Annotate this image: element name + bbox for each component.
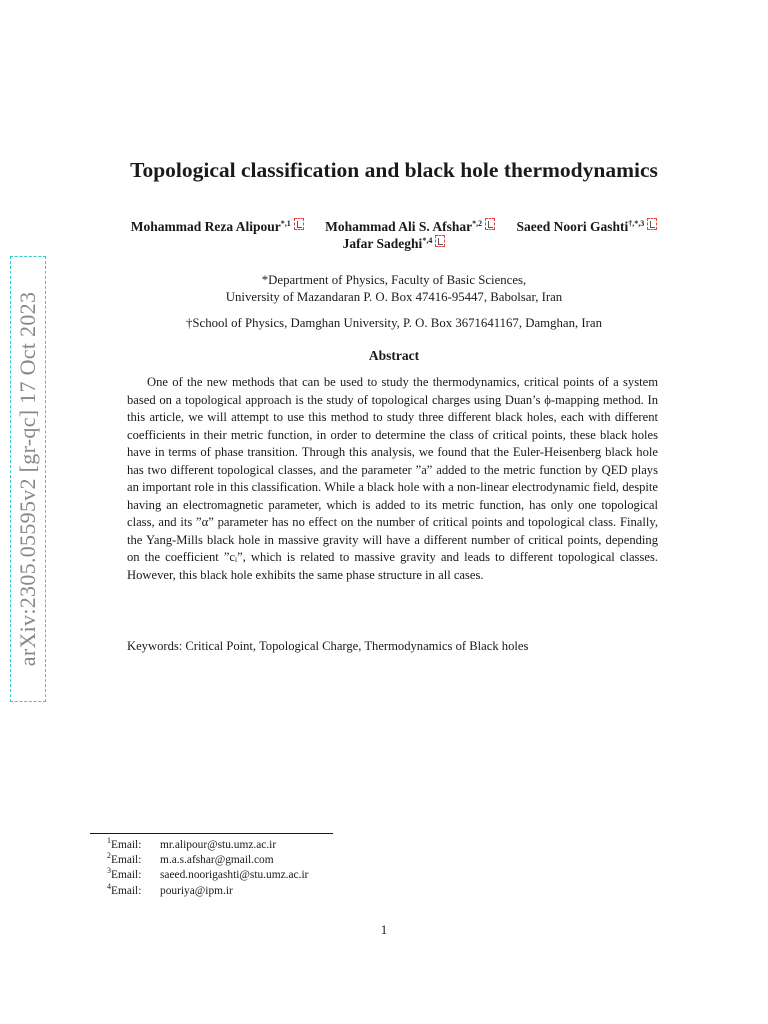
footnote-number: 3 [107, 866, 111, 876]
footnote [107, 868, 308, 883]
footnote-label: Email: [111, 839, 142, 851]
author-2 [325, 219, 495, 234]
author-mark: *,1 [280, 219, 291, 228]
author-list [60, 218, 728, 252]
footnote-label: Email: [111, 884, 142, 897]
author-name: Mohammad Reza Alipour [130, 219, 281, 234]
footnote-label: Email: [111, 869, 142, 882]
author-4 [343, 236, 446, 251]
orcid-icon[interactable] [435, 235, 445, 247]
email-link[interactable]: m.a.s.afshar@gmail.com [160, 854, 274, 867]
footnote-number: 4 [107, 881, 111, 891]
author-mark: *,2 [472, 219, 483, 228]
author-1 [131, 219, 304, 234]
affiliation-line: University of Mazandaran P. O. Box 47416-95447, Babolsar, Iran [225, 290, 563, 304]
email-link[interactable]: mr.alipour@stu.umz.ac.ir [160, 839, 277, 851]
orcid-icon[interactable] [294, 218, 304, 230]
footnote-number: 1 [107, 836, 111, 845]
affiliation-line: †School of Physics, Damghan University, P. O. Box 3671641167, Damghan, Iran [186, 316, 602, 330]
affiliation-2 [60, 315, 728, 332]
author-3 [517, 219, 658, 234]
email-link[interactable]: saeed.noorigashti@stu.umz.ac.ir [160, 869, 309, 882]
abstract-text: One of the new methods that can be used to study the thermodynamics, critical points of a system based on a topological approach is the study of topological charges using Duan’s ϕ-mapping method. In this article, we will attempt to use this method to study three different black holes, each with different coefficients in their metric function, in order to determine the class of critical points, these black holes have in terms of phase transition. Through this analysis, we found that the Euler-Heisenberg black hole has two different topological classes, and the parameter ”a” added to the metric function by QED plays an important role in this classification. While a black hole with a non-linear electrodynamic field, despite having an electromagnetic parameter, which is added to its metric function, has only one topological class, and its ”α” parameter has no effect on the number of critical points and topological class. Finally, the Yang-Mills black hole in massive gravity will have a different number of critical points, depending on the coefficient ”cᵢ”, which is related to massive gravity and leads to different topological classes. However, this black hole exhibits the same phase structure in all cases. [127, 375, 658, 582]
paper-title: Topological classification and black hole thermodynamics [130, 158, 658, 182]
author-name: Saeed Noori Gashti [516, 219, 629, 234]
footnote [107, 838, 308, 853]
author-name: Mohammad Ali S. Afshar [325, 219, 473, 234]
affiliation-line: *Department of Physics, Faculty of Basic Sciences, [261, 273, 527, 287]
footnote-number: 2 [107, 851, 111, 861]
author-mark: *,4 [422, 236, 433, 245]
page-number: 1 [380, 922, 388, 937]
orcid-icon[interactable] [485, 218, 495, 230]
orcid-icon[interactable] [647, 218, 657, 230]
footnote [107, 853, 308, 868]
author-mark: †,*,3 [628, 219, 645, 228]
footnote [107, 881, 308, 899]
arxiv-stamp[interactable] [10, 256, 46, 702]
author-name: Jafar Sadeghi [342, 236, 423, 251]
email-link[interactable]: pouriya@ipm.ir [160, 884, 233, 897]
arxiv-identifier[interactable]: arXiv:2305.05595v2 [gr-qc] 17 Oct 2023 [15, 291, 40, 667]
affiliation-1 [60, 272, 728, 306]
footnotes [107, 838, 308, 899]
abstract-heading: Abstract [368, 348, 420, 363]
footnote-label: Email: [111, 854, 142, 867]
keywords: Keywords: Critical Point, Topological Charge, Thermodynamics of Black holes [127, 639, 529, 653]
footnote-divider [90, 833, 333, 834]
